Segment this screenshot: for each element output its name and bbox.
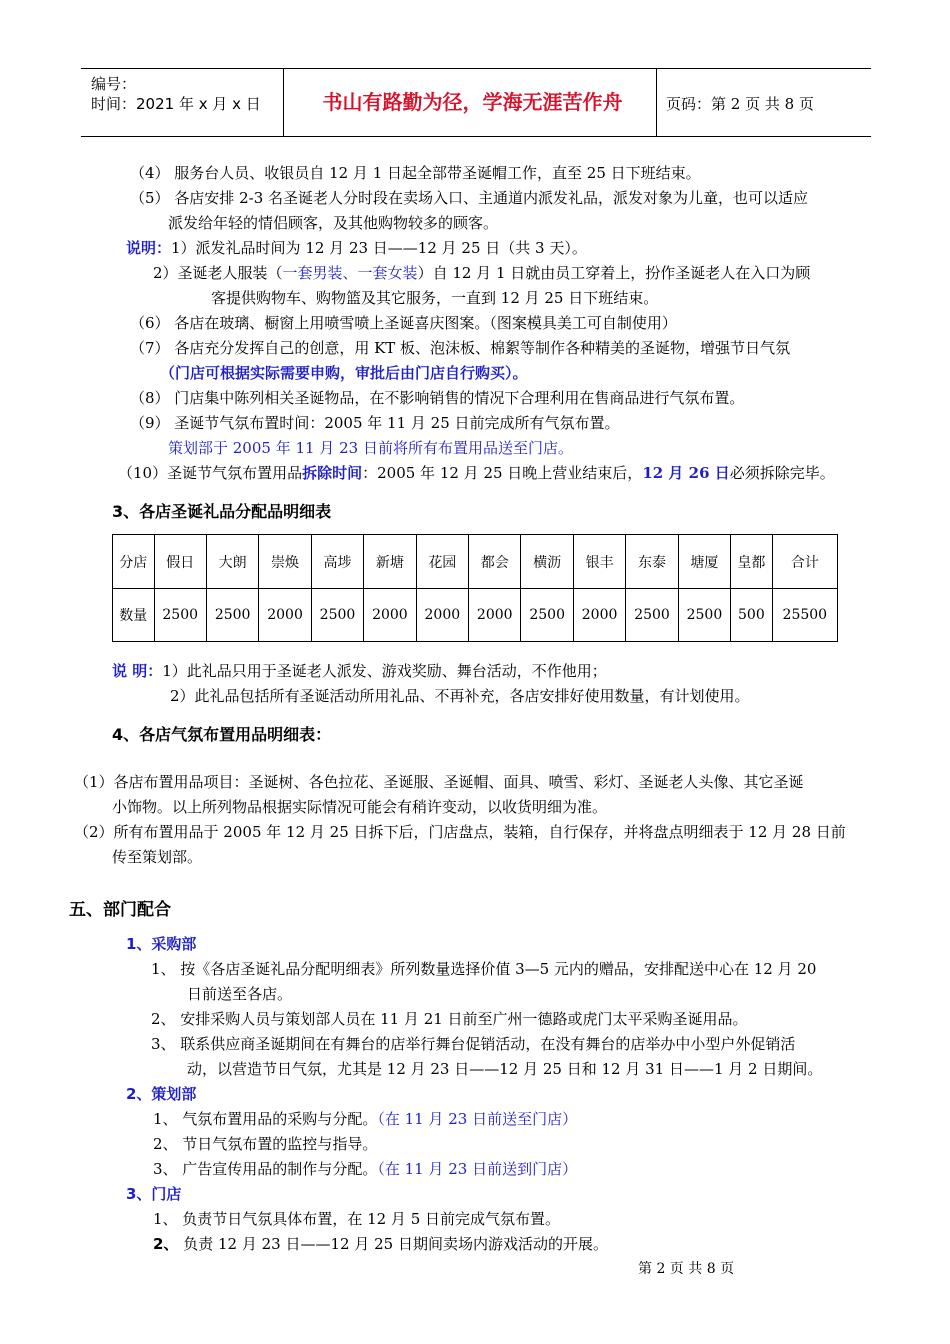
store-title: 3、门店	[126, 1185, 182, 1203]
section3-note2: 2）此礼品包括所有圣诞活动所用礼品、不再补充，各店安排好使用数量，有计划使用。	[170, 687, 750, 705]
store-item-1: 1、 负责节日气氛具体布置，在 12 月 5 日前完成气氛布置。	[153, 1210, 561, 1228]
planning-item-3-note: （在 11 月 23 日前送到门店）	[377, 1160, 578, 1178]
section4-p2-line2: 传至策划部。	[112, 848, 203, 866]
purchase-item-1-line2: 日前送至各店。	[187, 985, 293, 1003]
table-cell: 都会	[469, 535, 521, 589]
section5-title: 五、部门配合	[69, 900, 171, 920]
table-cell: 花园	[416, 535, 468, 589]
header-motto: 书山有路勤为径，学海无涯苦作舟	[322, 90, 623, 114]
planning-item-1-note: （在 11 月 23 日前送至门店）	[377, 1110, 578, 1128]
table-cell: 2500	[311, 589, 363, 642]
table-cell: 2000	[259, 589, 311, 642]
table-cell: 2000	[364, 589, 416, 642]
note-1-text: 1）派发礼品时间为 12 月 23 日——12 月 25 日（共 3 天）。	[171, 239, 587, 257]
planning-item-1-text: 1、 气氛布置用品的采购与分配。	[153, 1110, 378, 1128]
section4-p1-line1: （1）各店布置用品项目：圣诞树、各色拉花、圣诞服、圣诞帽、面具、喷雪、彩灯、圣诞老人头像、其它圣诞	[74, 773, 804, 791]
note-line1	[126, 237, 587, 258]
table-cell: 高埗	[311, 535, 363, 589]
table-cell: 25500	[772, 589, 837, 642]
section4-p1-line2: 小饰物。以上所列物品根据实际情况可能会有稍许变动，以收货明细为准。	[112, 798, 608, 816]
section3-note1-text: 1）此礼品只用于圣诞老人派发、游戏奖励、舞台活动，不作他用；	[162, 662, 607, 680]
table-cell: 崇焕	[259, 535, 311, 589]
table-cell: 2000	[416, 589, 468, 642]
table-cell: 2000	[573, 589, 625, 642]
purchase-item-2: 2、 安排采购人员与策划部人员在 11 月 21 日前至广州一德路或虎门太平采购圣诞用品。	[151, 1010, 748, 1028]
note-2-text-cont: ）自 12 月 1 日就由员工穿着上，扮作圣诞老人在入口为顾	[417, 264, 811, 282]
table-cell: 横沥	[521, 535, 573, 589]
item-10	[118, 462, 835, 483]
item-10-text-cont: ：2005 年 12 月 25 日晚上营业结束后，	[362, 464, 643, 482]
planning-item-1	[153, 1108, 577, 1129]
item-4: （4） 服务台人员、收银员自 12 月 1 日起全部带圣诞帽工作，直至 25 日下班结束。	[130, 164, 701, 182]
table-cell: 合计	[772, 535, 837, 589]
item-10-bold: 拆除时间	[302, 464, 363, 482]
item-10-text-end: 必须拆除完毕。	[729, 464, 835, 482]
note-label: 说明：	[126, 239, 172, 257]
table-cell: 2500	[678, 589, 730, 642]
table-cell: 2500	[206, 589, 258, 642]
section4-p2-line1: （2）所有布置用品于 2005 年 12 月 25 日拆下后，门店盘点，装箱，自行保存，并将盘点明细表于 12 月 28 日前	[74, 823, 846, 841]
page-header	[81, 68, 871, 137]
store-item-2	[153, 1233, 608, 1254]
header-divider	[283, 69, 284, 136]
doc-time-label: 时间：2021 年 x 月 x 日	[91, 95, 261, 113]
item-9: （9） 圣诞节气氛布置时间：2005 年 11 月 25 日前完成所有气氛布置。	[130, 414, 620, 432]
purchase-item-3-line1: 3、 联系供应商圣诞期间在有舞台的店举行舞台促销活动，在没有舞台的店举办中小型户外促销活	[151, 1035, 796, 1053]
item-7-line1: （7） 各店充分发挥自己的创意，用 KT 板、泡沫板、棉絮等制作各种精美的圣诞物，增强节日气氛	[130, 339, 791, 357]
doc-number-label: 编号：	[91, 75, 137, 93]
planning-item-3-text: 3、 广告宣传用品的制作与分配。	[153, 1160, 378, 1178]
item-10-text: （10）圣诞节气氛布置用品	[118, 464, 303, 482]
item-5-line1: （5） 各店安排 2-3 名圣诞老人分时段在卖场入口、主通道内派发礼品，派发对象为儿童，也可以适应	[130, 189, 809, 207]
table-cell: 分店	[113, 535, 155, 589]
table-cell: 数量	[113, 589, 155, 642]
item-10-date: 12 月 26 日	[642, 464, 730, 482]
purchase-item-1-line1: 1、 按《各店圣诞礼品分配明细表》所列数量选择价值 3—5 元内的赠品，安排配送中心在 12 月 20	[151, 960, 817, 978]
table-cell: 2500	[154, 589, 206, 642]
purchase-title: 1、采购部	[126, 935, 197, 953]
note-line3: 客提供购物车、购物篮及其它服务，一直到 12 月 25 日下班结束。	[211, 289, 659, 307]
table-cell: 2000	[469, 589, 521, 642]
note-2-highlight: 一套男装、一套女装	[282, 264, 418, 282]
table-cell: 东泰	[626, 535, 678, 589]
page-footer: 第 2 页 共 8 页	[638, 1261, 735, 1277]
table-cell: 新塘	[364, 535, 416, 589]
table-cell: 500	[731, 589, 773, 642]
item-7-line2: （门店可根据实际需要申购，审批后由门店自行购买）。	[160, 364, 528, 382]
section3-title: 3、各店圣诞礼品分配品明细表	[112, 502, 332, 521]
gift-allocation-table	[112, 534, 838, 642]
header-page-label: 页码：第 2 页 共 8 页	[666, 95, 814, 113]
planning-item-3	[153, 1158, 577, 1179]
table-cell: 皇都	[731, 535, 773, 589]
section4-title: 4、各店气氛布置用品明细表：	[112, 725, 332, 744]
section3-note1	[112, 660, 607, 681]
table-row	[113, 535, 838, 589]
table-cell: 银丰	[573, 535, 625, 589]
header-divider	[656, 69, 657, 136]
table-cell: 大朗	[206, 535, 258, 589]
table-cell: 塘厦	[678, 535, 730, 589]
section3-note-label: 说 明：	[112, 662, 163, 680]
planning-item-2: 2、 节日气氛布置的监控与指导。	[153, 1135, 378, 1153]
note-2-text: 2）圣诞老人服装（	[153, 264, 283, 282]
table-cell: 假日	[154, 535, 206, 589]
item-9-note: 策划部于 2005 年 11 月 23 日前将所有布置用品送至门店。	[168, 439, 573, 457]
store-item-2-number: 2、	[153, 1235, 179, 1253]
item-5-line2: 派发给年轻的情侣顾客，及其他购物较多的顾客。	[168, 214, 499, 232]
store-item-2-text: 负责 12 月 23 日——12 月 25 日期间卖场内游戏活动的开展。	[183, 1235, 608, 1253]
note-line2	[153, 262, 810, 283]
table-row	[113, 589, 838, 642]
planning-title: 2、策划部	[126, 1085, 197, 1103]
purchase-item-3-line2: 动，以营造节日气氛，尤其是 12 月 23 日——12 月 25 日和 12 月 31 日——1 月 2 日期间。	[187, 1060, 823, 1078]
table-cell: 2500	[626, 589, 678, 642]
item-8: （8） 门店集中陈列相关圣诞物品，在不影响销售的情况下合理利用在售商品进行气氛布置。	[130, 389, 745, 407]
item-6: （6） 各店在玻璃、橱窗上用喷雪喷上圣诞喜庆图案。（图案模具美工可自制使用）	[130, 314, 677, 332]
table-cell: 2500	[521, 589, 573, 642]
